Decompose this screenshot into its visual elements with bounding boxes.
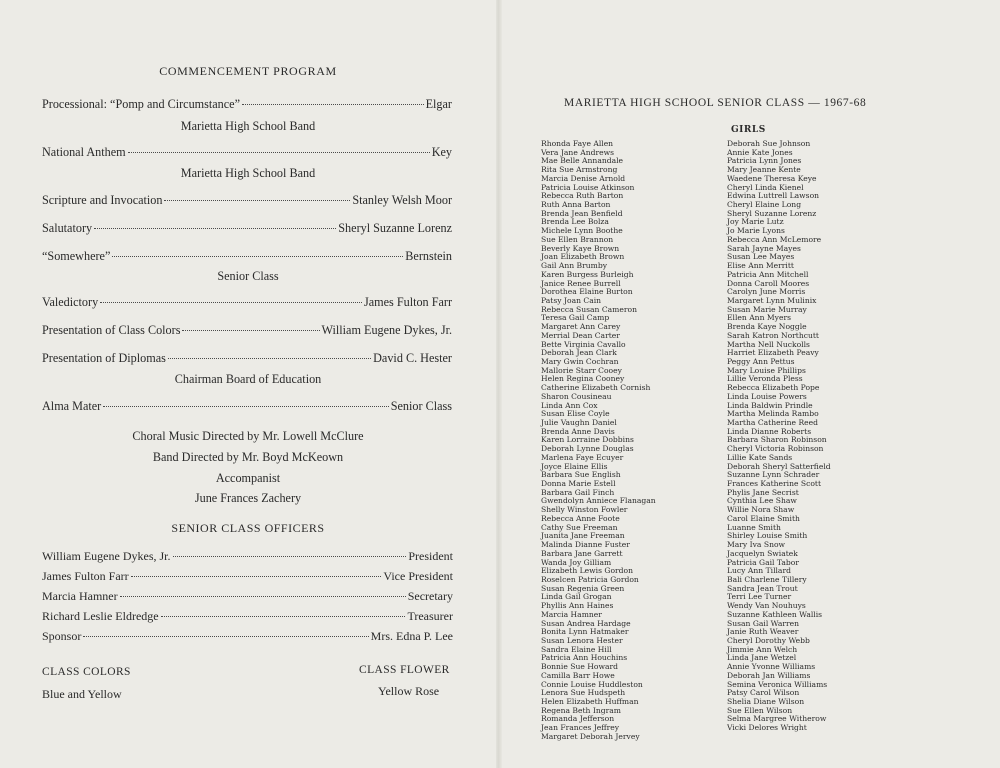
program-item-scripture — [42, 193, 452, 208]
student-name: Carolyn June Morris — [727, 287, 806, 297]
student-name: Michele Lynn Boothe — [541, 226, 623, 236]
student-name: Mae Belle Annandale — [541, 156, 624, 166]
student-name: Susan Gail Warren — [727, 618, 800, 628]
officer-name: Sponsor — [42, 629, 82, 643]
program-item-label: Salutatory — [42, 221, 93, 235]
program-item-label: Processional: “Pomp and Circumstance” — [42, 97, 240, 111]
student-name: Margaret Lynn Mulinix — [727, 295, 817, 305]
student-name: Willie Nora Shaw — [727, 505, 795, 515]
student-name: Frances Katherine Scott — [727, 479, 821, 489]
student-name: Connie Louise Huddleston — [541, 679, 643, 689]
student-name: Barbara Sue English — [541, 470, 621, 480]
student-name: Rebecca Ann McLemore — [727, 234, 822, 244]
student-name: Shelly Winston Fowler — [541, 505, 628, 515]
student-name: Ruth Anna Barton — [541, 200, 611, 210]
officer-name: Richard Leslie Eldredge — [42, 609, 159, 623]
student-name: Jo Marie Lyons — [727, 226, 785, 236]
student-name: Harriet Elizabeth Peavy — [727, 348, 819, 358]
student-name: Jacquelyn Swiatek — [727, 548, 798, 558]
program-item-anthem — [42, 145, 452, 160]
program-note: Marietta High School Band — [180, 119, 316, 133]
student-name: Patricia Ann Mitchell — [727, 269, 809, 279]
student-name: Teresa Gail Camp — [541, 313, 610, 323]
girls-heading: GIRLS — [731, 125, 766, 135]
student-name: Susan Regenia Green — [541, 583, 625, 593]
student-name: Carol Elaine Smith — [727, 513, 800, 523]
officer-role: Treasurer — [407, 609, 453, 623]
student-name: Linda Jane Wetzel — [727, 653, 797, 663]
student-name: Deborah Sheryl Satterfield — [727, 461, 831, 471]
student-name: Bonita Lynn Hatmaker — [541, 627, 629, 637]
officer-row — [42, 569, 453, 584]
student-name: Shirley Louise Smith — [727, 531, 808, 541]
student-name: Romanda Jefferson — [541, 714, 615, 724]
officer-role: President — [408, 549, 453, 563]
student-name: Beverly Kaye Brown — [541, 243, 620, 253]
student-name: Patricia Louise Atkinson — [541, 182, 635, 192]
student-name: Suzanne Lynn Schrader — [727, 470, 820, 480]
student-name: Merrial Dean Carter — [541, 330, 620, 340]
student-name: Linda Louise Powers — [727, 391, 807, 401]
student-name: Cheryl Dorothy Webb — [727, 635, 810, 645]
student-name: Sharon Cousineau — [541, 391, 612, 401]
student-name: Helen Regina Cooney — [541, 374, 625, 384]
student-name: Rhonda Faye Allen — [541, 139, 614, 148]
student-name: Elise Ann Merritt — [727, 261, 794, 271]
student-name: Luanne Smith — [727, 522, 781, 532]
student-name: Gail Ann Brumby — [541, 261, 607, 271]
program-item-alma-mater — [42, 399, 452, 414]
student-name: Patricia Ann Houchins — [541, 653, 628, 663]
student-name: Susan Andrea Hardage — [541, 618, 631, 628]
student-name: Cathy Sue Freeman — [541, 522, 618, 532]
student-name: Sandra Elaine Hill — [541, 644, 612, 654]
student-name: Joyce Elaine Ellis — [541, 461, 608, 471]
student-name: Lenora Sue Hudspeth — [541, 688, 626, 698]
program-title: COMMENCEMENT PROGRAM — [159, 64, 337, 78]
student-name: Phyllis Ann Haines — [541, 601, 614, 611]
student-name: Brenda Lee Bolza — [541, 217, 609, 227]
student-name: Marcia Denise Arnold — [541, 173, 626, 183]
program-item-label: “Somewhere” — [42, 249, 111, 263]
program-item-performer: David C. Hester — [373, 351, 452, 365]
student-name: Janice Renee Burrell — [541, 278, 621, 288]
program-item-performer: Key — [431, 145, 452, 159]
student-name: Donna Caroll Moores — [727, 278, 810, 288]
student-name: Cheryl Elaine Long — [727, 200, 802, 210]
student-name: Deborah Jean Clark — [541, 348, 617, 358]
class-colors-label: CLASS COLORS — [42, 666, 131, 678]
program-note: Marietta High School Band — [180, 166, 316, 180]
program-item-performer: Stanley Welsh Moor — [352, 193, 452, 207]
program-item-somewhere — [42, 249, 452, 264]
student-name: Helen Elizabeth Huffman — [541, 697, 639, 706]
student-name: Linda Ann Cox — [541, 400, 598, 410]
program-item-performer: William Eugene Dykes, Jr. — [321, 323, 452, 337]
program-item-label: Valedictory — [42, 295, 99, 309]
officer-row — [42, 629, 453, 644]
student-name: Deborah Lynne Douglas — [541, 444, 634, 454]
officer-row — [42, 609, 453, 624]
class-flower-label: CLASS FLOWER — [359, 664, 450, 676]
officer-row — [42, 549, 453, 564]
officers-title: SENIOR CLASS OFFICERS — [171, 521, 325, 535]
officer-role: Secretary — [407, 589, 453, 603]
student-name: Lillie Veronda Pless — [727, 374, 803, 384]
student-name: Rebecca Elizabeth Pope — [727, 383, 820, 393]
student-name: Linda Gail Grogan — [541, 592, 612, 602]
student-name: Sheryl Suzanne Lorenz — [727, 208, 817, 218]
student-name: Terri Lee Turner — [727, 592, 792, 602]
student-name: Waedene Theresa Keye — [727, 173, 817, 183]
student-name: Barbara Sharon Robinson — [727, 435, 827, 445]
student-name: Mary Iva Snow — [727, 540, 786, 550]
program-item-performer: Bernstein — [405, 249, 452, 263]
student-name: Sue Ellen Brannon — [541, 234, 614, 244]
student-name: Joy Marie Lutz — [727, 217, 784, 227]
program-item-valedictory — [42, 295, 452, 310]
student-name: Cheryl Linda Kienel — [727, 182, 804, 192]
student-name: Vera Jane Andrews — [541, 147, 614, 157]
student-name: Susan Lenora Hester — [541, 635, 623, 645]
officer-name: William Eugene Dykes, Jr. — [42, 549, 171, 563]
student-name: Rebecca Ruth Barton — [541, 191, 624, 201]
student-name: Martha Melinda Rambo — [727, 409, 819, 419]
student-name: Susan Lee Mayes — [727, 252, 795, 262]
officer-name: James Fulton Farr — [42, 569, 129, 583]
program-item-label: Presentation of Diplomas — [42, 351, 166, 365]
student-name: Edwina Luttrell Lawson — [727, 191, 820, 201]
student-name: Sarah Jayne Mayes — [727, 243, 801, 253]
student-name: Linda Dianne Roberts — [727, 426, 812, 436]
student-name: Annie Yvonne Williams — [727, 662, 816, 672]
program-item-label: Alma Mater — [42, 399, 102, 413]
student-name: Marlena Faye Ecuyer — [541, 452, 624, 462]
student-name: Gwendolyn Anniece Flanagan — [541, 496, 656, 506]
student-name: Elizabeth Lewis Gordon — [541, 566, 634, 576]
student-name: Brenda Kaye Noggle — [727, 322, 807, 332]
student-name: Ellen Ann Myers — [727, 313, 791, 323]
student-name: Rita Sue Armstrong — [541, 165, 618, 175]
student-name: Shelia Diane Wilson — [727, 697, 805, 706]
program-note: Senior Class — [217, 269, 279, 283]
program-item-performer: Senior Class — [390, 399, 452, 413]
student-name: Malinda Dianne Fuster — [541, 540, 630, 550]
student-name: Roselcen Patricia Gordon — [541, 574, 639, 584]
girls-column-2 — [727, 140, 831, 733]
student-name: Mary Gwin Cochran — [541, 356, 619, 366]
student-name: Mary Louise Phillips — [727, 365, 806, 375]
credit-band: Band Directed by Mr. Boyd McKeown — [152, 450, 344, 464]
student-name: Bonnie Sue Howard — [541, 662, 618, 672]
student-name: Patricia Gail Tabor — [727, 557, 799, 567]
student-name: Margaret Ann Carey — [541, 322, 621, 332]
student-name: Bali Charlene Tillery — [727, 574, 807, 584]
student-name: Camilla Barr Howe — [541, 670, 615, 680]
student-name: Martha Nell Nuckolls — [727, 339, 810, 349]
student-name: Donna Marie Estell — [541, 479, 616, 489]
credit-accompanist-label: Accompanist — [215, 471, 281, 485]
program-item-processional — [42, 97, 452, 112]
student-name: Jean Frances Jeffrey — [541, 723, 620, 733]
student-name: Linda Baldwin Prindle — [727, 400, 813, 410]
student-name: Deborah Jan Williams — [727, 670, 811, 680]
student-name: Deborah Sue Johnson — [727, 139, 811, 148]
student-name: Lillie Kate Sands — [727, 452, 793, 462]
student-name: Susan Elise Coyle — [541, 409, 610, 419]
student-name: Selma Margree Witherow — [727, 714, 827, 724]
student-name: Vicki Delores Wright — [727, 723, 807, 733]
student-name: Patricia Lynn Jones — [727, 156, 802, 166]
officer-name: Marcia Hamner — [42, 589, 118, 603]
student-name: Marcia Hamner — [541, 609, 602, 619]
officer-role: Vice President — [383, 569, 453, 583]
student-name: Mallorie Starr Cooey — [541, 365, 622, 375]
credit-accompanist-name: June Frances Zachery — [194, 491, 302, 505]
student-name: Barbara Gail Finch — [541, 487, 615, 497]
student-name: Martha Catherine Reed — [727, 418, 819, 427]
student-name: Rebecca Anne Foote — [541, 513, 620, 523]
student-name: Regena Beth Ingram — [541, 705, 621, 715]
student-name: Juanita Jane Freeman — [541, 531, 625, 541]
program-item-diplomas — [42, 351, 452, 366]
class-flower-value: Yellow Rose — [378, 684, 440, 698]
program-item-performer: Sheryl Suzanne Lorenz — [338, 221, 452, 235]
program-item-label: Presentation of Class Colors — [42, 323, 181, 337]
student-name: Brenda Anne Davis — [541, 426, 615, 436]
student-name: Peggy Ann Pettus — [727, 356, 795, 366]
program-item-performer: James Fulton Farr — [363, 295, 452, 309]
student-name: Julie Vaughn Daniel — [541, 418, 617, 427]
student-name: Cheryl Victoria Robinson — [727, 444, 824, 454]
program-note: Chairman Board of Education — [174, 372, 322, 386]
student-name: Karen Burgess Burleigh — [541, 269, 634, 279]
girls-column-1 — [541, 140, 656, 742]
student-name: Suzanne Kathleen Wallis — [727, 609, 823, 619]
student-name: Cynthia Lee Shaw — [727, 496, 797, 506]
student-name: Barbara Jane Garrett — [541, 548, 623, 558]
program-item-label: National Anthem — [42, 145, 126, 159]
student-name: Patsy Joan Cain — [541, 295, 602, 305]
student-name: Bette Virginia Cavallo — [541, 339, 626, 349]
student-name: Janie Ruth Weaver — [727, 627, 799, 637]
student-name: Lucy Ann Tillard — [727, 566, 791, 576]
program-item-label: Scripture and Invocation — [42, 193, 163, 207]
officer-row — [42, 589, 453, 604]
student-name: Semina Veronica Williams — [727, 679, 828, 689]
student-name: Wanda Joy Gilliam — [541, 557, 612, 567]
student-name: Karen Lorraine Dobbins — [541, 435, 634, 445]
student-name: Patsy Carol Wilson — [727, 688, 800, 698]
student-name: Catherine Elizabeth Cornish — [541, 383, 651, 393]
student-name: Rebecca Susan Cameron — [541, 304, 637, 314]
officer-role: Mrs. Edna P. Lee — [370, 629, 453, 643]
student-name: Annie Kate Jones — [727, 147, 793, 157]
program-page — [0, 0, 496, 768]
student-name: Margaret Deborah Jervey — [541, 731, 640, 741]
student-name: Sandra Jean Trout — [727, 583, 798, 593]
senior-class-title: MARIETTA HIGH SCHOOL SENIOR CLASS — 1967-68 — [564, 97, 867, 109]
program-item-performer: Elgar — [425, 97, 452, 111]
class-colors-value: Blue and Yellow — [42, 687, 122, 701]
student-name: Wendy Van Nouhuys — [727, 601, 806, 611]
student-name: Phylis Jane Secrist — [727, 487, 799, 497]
student-name: Dorothea Elaine Burton — [541, 287, 633, 297]
student-name: Sue Ellen Wilson — [727, 705, 793, 715]
student-name: Mary Jeanne Kente — [727, 165, 801, 175]
student-name: Jimmie Ann Welch — [727, 644, 798, 654]
credit-choral: Choral Music Directed by Mr. Lowell McClure — [132, 429, 364, 443]
student-name: Brenda Jean Benfield — [541, 208, 623, 218]
student-name: Joan Elizabeth Brown — [541, 252, 625, 262]
program-item-salutatory — [42, 221, 452, 236]
student-name: Susan Marie Murray — [727, 304, 807, 314]
program-item-class-colors — [42, 323, 452, 338]
student-name: Sarah Katron Northcutt — [727, 330, 819, 340]
